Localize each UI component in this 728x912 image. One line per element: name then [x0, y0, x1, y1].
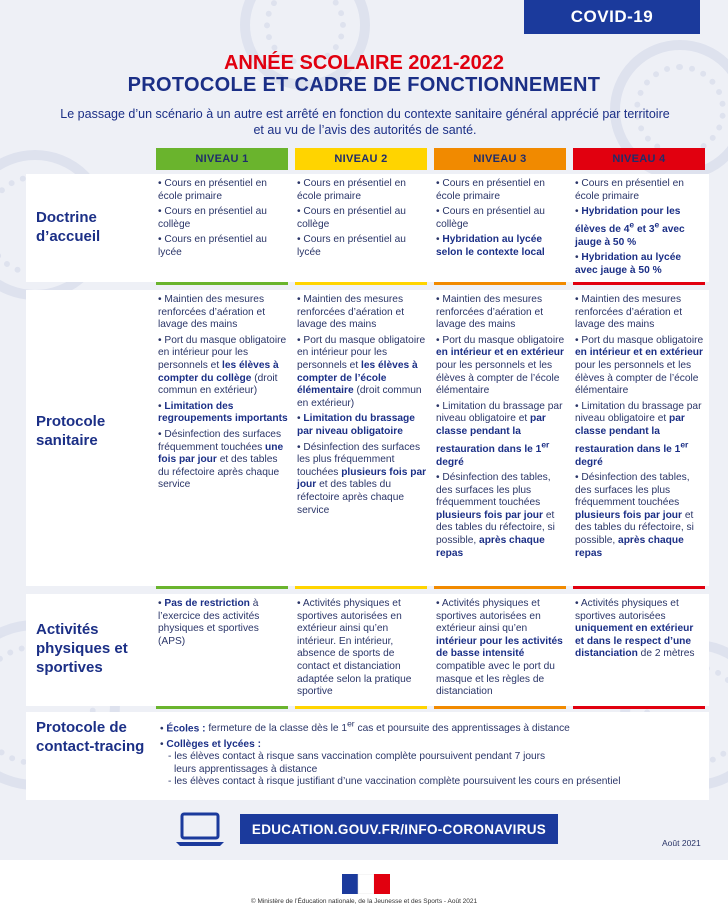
cell-item: • Cours en présentiel en école primaire — [436, 178, 566, 203]
cell-item: • Cours en présentiel en école primaire — [575, 178, 705, 203]
cell-row1-level3 — [436, 178, 566, 263]
colleges-line-3: - les élèves contact à risque justifiant d’une vaccination complète poursuivent les cours en présentiel — [168, 776, 621, 788]
colleges-label: Collèges et lycées : — [166, 738, 261, 750]
cell-row2-level4 — [575, 294, 705, 563]
cell-item: • Limitation des regroupements importants — [158, 401, 288, 426]
level-4-header: NIVEAU 4 — [573, 148, 705, 170]
cell-item: • Désinfection des tables, des surfaces les plus fréquemment touchées plusieurs fois par jour et des tables du réfectoire, si possible, après chaque repas — [575, 472, 705, 560]
cell-row1-level4 — [575, 178, 705, 281]
row-label-contact: Protocole de contact-tracing — [36, 719, 145, 755]
colleges-line-1: - les élèves contact à risque sans vaccination complète poursuivent pendant 7 jours — [168, 751, 546, 763]
cell-list — [575, 178, 705, 278]
cell-row1-level1 — [158, 178, 288, 263]
copyright: © Ministère de l’Éducation nationale, de la Jeunesse et des Sports - Août 2021 — [250, 898, 478, 905]
cell-row2-level3 — [436, 294, 566, 563]
cell-item: • Port du masque obligatoire en intérieur pour les personnels et les élèves à compter de l’école élémentaire (droit commun en extérieur) — [297, 335, 427, 411]
cell-list — [297, 598, 427, 699]
cell-list — [158, 178, 288, 260]
row-label-doctrine: Doctrine d’accueil — [36, 209, 101, 245]
cell-list — [436, 178, 566, 260]
cell-list — [158, 294, 288, 492]
cell-item: • Limitation du brassage par niveau obligatoire — [297, 413, 427, 438]
level-bar — [434, 586, 566, 589]
ecoles-label: Écoles : — [166, 723, 206, 735]
cell-item: • Port du masque obligatoire en intérieur et en extérieur pour les personnels et les élèves à compter de l’école élémentaire — [436, 335, 566, 398]
cell-row3-level2 — [297, 598, 427, 702]
laptop-icon — [174, 812, 226, 848]
cell-item: • Maintien des mesures renforcées d’aération et lavage des mains — [575, 294, 705, 332]
cell-item: • Cours en présentiel en école primaire — [297, 178, 427, 203]
level-bar — [295, 706, 427, 709]
cell-row3-level1 — [158, 598, 288, 651]
cell-item: • Cours en présentiel au lycée — [158, 234, 288, 259]
level-1-header: NIVEAU 1 — [156, 148, 288, 170]
cell-item: • Maintien des mesures renforcées d’aération et lavage des mains — [297, 294, 427, 332]
cell-item: • Pas de restriction à l’exercice des activités physiques et sportives (APS) — [158, 598, 288, 648]
cell-item: • Activités physiques et sportives autorisées uniquement en extérieur et dans le respect d’une distanciation de 2 mètres — [575, 598, 705, 661]
cell-item: • Cours en présentiel au collège — [158, 206, 288, 231]
cell-item: • Limitation du brassage par niveau obligatoire et par classe pendant la restauration dans le 1er degré — [575, 401, 705, 469]
level-bar — [156, 586, 288, 589]
cell-list — [297, 178, 427, 260]
page-subtitle: PROTOCOLE ET CADRE DE FONCTIONNEMENT — [127, 74, 601, 96]
cell-item: • Cours en présentiel au lycée — [297, 234, 427, 259]
covid-badge: COVID-19 — [524, 0, 700, 34]
cell-row1-level2 — [297, 178, 427, 263]
level-bar — [573, 706, 705, 709]
level-2-header: NIVEAU 2 — [295, 148, 427, 170]
cell-list — [436, 294, 566, 560]
ecoles-line: • Écoles : fermeture de la classe dès le 1er cas et poursuite des apprentissages à distance — [160, 719, 570, 735]
cell-list — [436, 598, 566, 699]
cell-item: • Hybridation au lycée avec jauge à 50 % — [575, 252, 705, 277]
level-bar — [295, 586, 427, 589]
level-bar — [434, 282, 566, 285]
level-bar — [156, 706, 288, 709]
info-url-link[interactable]: EDUCATION.GOUV.FR/INFO-CORONAVIRUS — [240, 814, 558, 844]
cell-item: • Hybridation pour les élèves de 4e et 3e avec jauge à 50 % — [575, 206, 705, 249]
row-label-activites: Activités physiques et sportives — [36, 621, 128, 676]
cell-list — [158, 598, 288, 648]
ecoles-text: fermeture de la classe dès le 1er cas et poursuite des apprentissages à distance — [208, 719, 570, 735]
cell-list — [575, 598, 705, 661]
cell-row2-level1 — [158, 294, 288, 495]
cell-row3-level3 — [436, 598, 566, 702]
row-label-protocole: Protocole sanitaire — [36, 413, 106, 449]
level-bar — [434, 706, 566, 709]
intro-text: Le passage d’un scénario à un autre est arrêté en fonction du contexte sanitaire général apprécié par territoire et au vu de l’avis des autorités de santé. — [60, 107, 670, 137]
cell-item: • Activités physiques et sportives autorisées en extérieur ainsi qu’en intérieur. En intérieur, absence de sports de contact et distanciation adaptée selon la pratique sportive — [297, 598, 427, 699]
cell-item: • Hybridation au lycée selon le contexte local — [436, 234, 566, 259]
contact-tracing-content — [160, 718, 700, 788]
cell-item: • Désinfection des tables, des surfaces les plus fréquemment touchées plusieurs fois par jour et des tables du réfectoire, si possible, après chaque repas — [436, 472, 566, 560]
cell-list — [297, 294, 427, 517]
cell-row3-level4 — [575, 598, 705, 664]
cell-item: • Désinfection des surfaces les plus fréquemment touchées plusieurs fois par jour et des tables du réfectoire après chaque service — [297, 442, 427, 518]
colleges-line-2: leurs apprentissages à distance — [174, 763, 318, 775]
cell-item: • Cours en présentiel au collège — [436, 206, 566, 231]
cell-item: • Limitation du brassage par niveau obligatoire et par classe pendant la restauration dans le 1er degré — [436, 401, 566, 469]
cell-item: • Maintien des mesures renforcées d’aération et lavage des mains — [436, 294, 566, 332]
cell-item: • Port du masque obligatoire en intérieur pour les personnels et les élèves à compter du collège (droit commun en extérieur) — [158, 335, 288, 398]
level-3-header: NIVEAU 3 — [434, 148, 566, 170]
cell-row2-level2 — [297, 294, 427, 520]
cell-item: • Activités physiques et sportives autorisées en extérieur ainsi qu’en intérieur pour les activités de basse intensité compatible avec le port du masque et les règles de distanciation — [436, 598, 566, 699]
cell-item: • Port du masque obligatoire en intérieur et en extérieur pour les personnels et les élèves à compter de l’école élémentaire — [575, 335, 705, 398]
level-bar — [295, 282, 427, 285]
republique-francaise-logo — [342, 874, 390, 894]
colleges-line: • Collèges et lycées : — [160, 738, 261, 750]
level-bar — [573, 282, 705, 285]
cell-item: • Désinfection des surfaces fréquemment touchées une fois par jour et des tables du réfectoire après chaque service — [158, 429, 288, 492]
page-title: ANNÉE SCOLAIRE 2021-2022 — [223, 52, 505, 74]
cell-item: • Maintien des mesures renforcées d’aération et lavage des mains — [158, 294, 288, 332]
cell-item: • Cours en présentiel au collège — [297, 206, 427, 231]
level-bar — [156, 282, 288, 285]
publication-date: Août 2021 — [662, 838, 701, 848]
cell-item: • Cours en présentiel en école primaire — [158, 178, 288, 203]
level-bar — [573, 586, 705, 589]
cell-list — [575, 294, 705, 560]
